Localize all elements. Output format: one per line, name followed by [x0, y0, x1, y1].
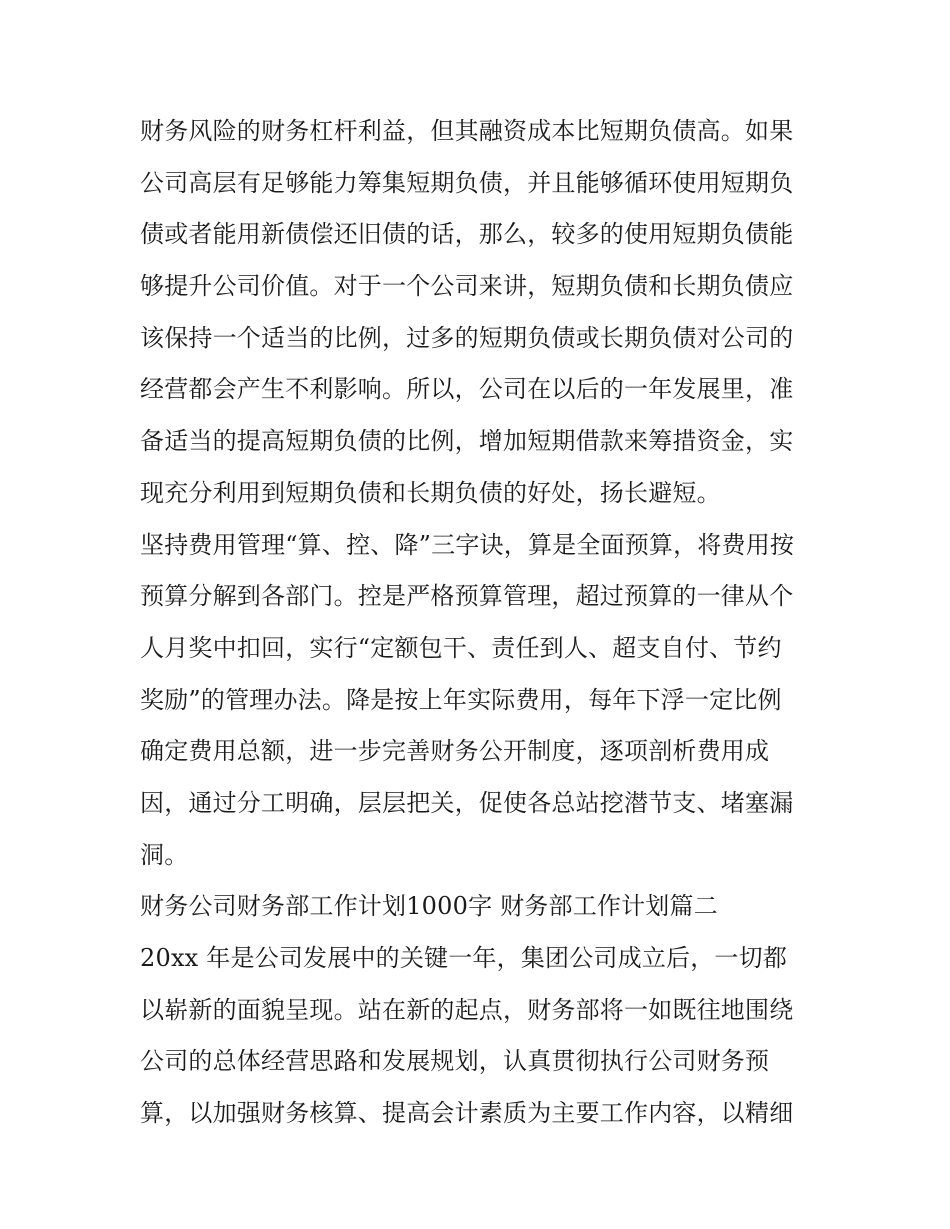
text-line-14: 因，通过分工明确，层层把关，促使各总站挖潜节支、堵塞漏 — [140, 788, 794, 817]
text-line-8: 现充分利用到短期负债和长期负债的好处，扬长避短。 — [140, 478, 721, 507]
text-line-5: 该保持一个适当的比例，过多的短期负债或长期负债对公司的 — [140, 323, 794, 352]
text-line-1: 财务风险的财务杠杆利益，但其融资成本比短期负债高。如果 — [140, 117, 794, 145]
text-line-9: 坚持费用管理“算、控、降”三字诀，算是全面预算，将费用按 — [140, 530, 795, 559]
text-line-4: 够提升公司价值。对于一个公司来讲，短期负债和长期负债应 — [140, 272, 794, 301]
text-line-15: 洞。 — [140, 840, 189, 869]
text-line-10: 预算分解到各部门。控是严格预算管理，超过预算的一律从个 — [140, 582, 794, 611]
text-line-13: 确定费用总额，进一步完善财务公开制度，逐项剖析费用成 — [140, 737, 770, 766]
text-line-3: 债或者能用新债偿还旧债的话，那么，较多的使用短期负债能 — [140, 220, 794, 249]
text-line-7: 备适当的提高短期负债的比例，增加短期借款来筹措资金，实 — [140, 427, 794, 456]
section-heading: 财务公司财务部工作计划1000字 财务部工作计划篇二 — [140, 892, 718, 921]
text-line-6: 经营都会产生不利影响。所以，公司在以后的一年发展里，准 — [140, 375, 794, 404]
text-line-12: 奖励”的管理办法。降是按上年实际费用，每年下浮一定比例 — [140, 685, 782, 714]
body-text — [140, 106, 820, 1140]
text-line-17: 20xx 年是公司发展中的关键一年，集团公司成立后，一切都 — [140, 944, 788, 972]
text-line-11: 人月奖中扣回，实行“定额包干、责任到人、超支自付、节约 — [140, 633, 782, 662]
text-line-20: 算，以加强财务核算、提高会计素质为主要工作内容，以精细 — [140, 1099, 794, 1128]
text-line-2: 公司高层有足够能力筹集短期负债，并且能够循环使用短期负 — [140, 168, 794, 197]
text-line-18: 以崭新的面貌呈现。站在新的起点，财务部将一如既往地围绕 — [140, 995, 794, 1024]
text-line-19: 公司的总体经营思路和发展规划，认真贯彻执行公司财务预 — [140, 1047, 770, 1076]
